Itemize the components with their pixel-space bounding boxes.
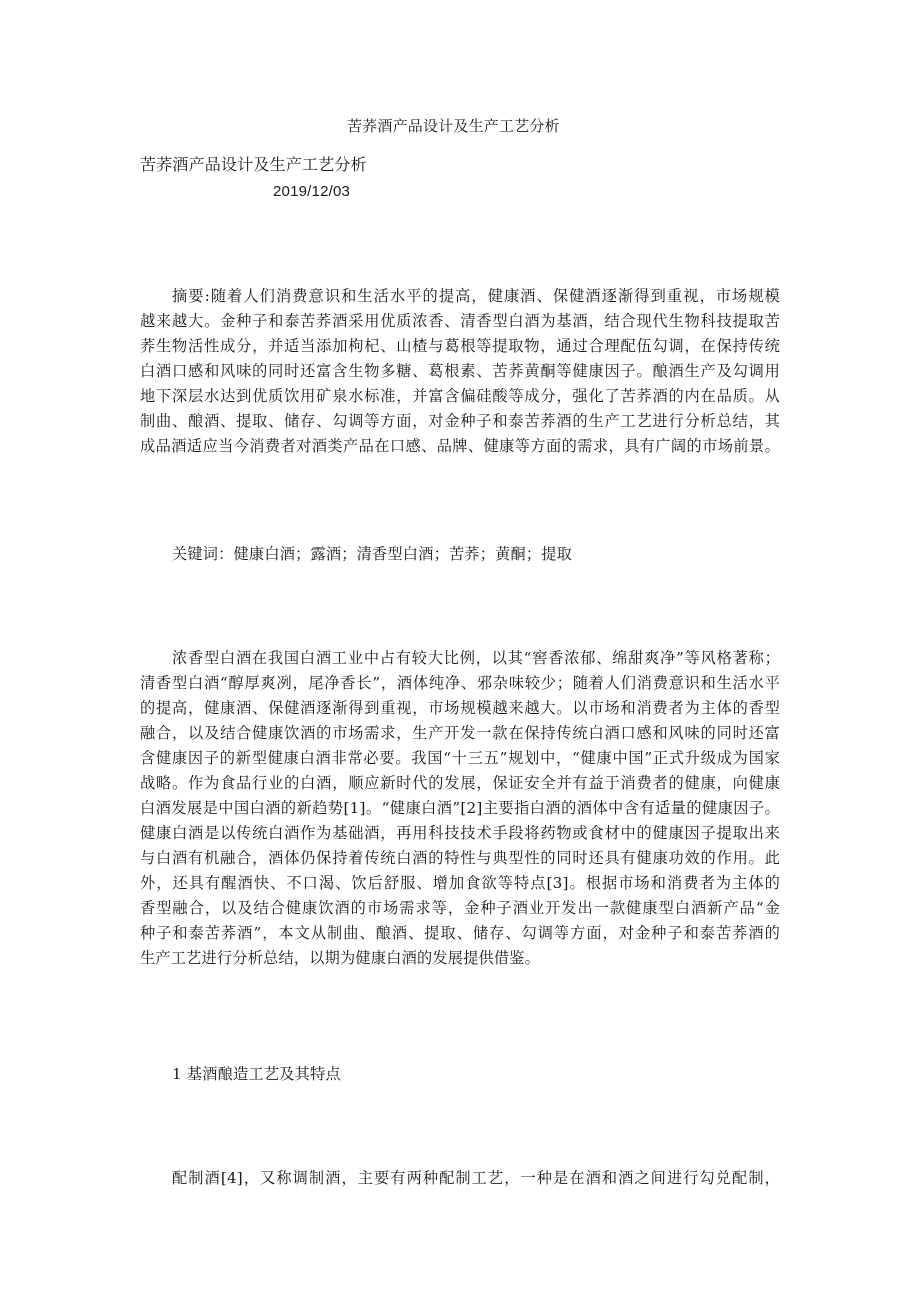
document-title: 苦荞酒产品设计及生产工艺分析 [140,155,367,174]
intro-line: 健康白酒是以传统白酒作为基础酒，再用科技技术手段将药物或食材中的健康因子提取出来 [140,824,780,842]
document-date: 2019/12/03 [273,183,351,200]
abstract-line: 地下深层水达到优质饮用矿泉水标准，并富含偏硅酸等成分，强化了苦荞酒的内在品质。从 [140,387,780,405]
abstract-line: 成品酒适应当今消费者对酒类产品在口感、品牌、健康等方面的需求，具有广阔的市场前景。 [140,437,780,455]
section-heading: 1 基酒酿造工艺及其特点 [172,1065,341,1083]
intro-line: 的提高，健康酒、保健酒逐渐得到重视，市场规模越来越大。以市场和消费者为主体的香型 [140,699,780,717]
intro-line: 清香型白酒“醇厚爽冽，尾净香长”，酒体纯净、邪杂味较少；随着人们消费意识和生活水平 [140,674,780,692]
abstract-line: 摘要:随着人们消费意识和生活水平的提高，健康酒、保健酒逐渐得到重视，市场规模 [172,287,780,305]
intro-line: 白酒发展是中国白酒的新趋势[1]。“健康白酒”[2]主要指白酒的酒体中含有适量的健康因子。 [140,799,780,817]
section-paragraph-line: 配制酒[4]，又称调制酒，主要有两种配制工艺，一种是在酒和酒之间进行勾兑配制， [172,1169,780,1187]
intro-line: 战略。作为食品行业的白酒，顺应新时代的发展，保证安全并有益于消费者的健康，向健康 [140,774,780,792]
keywords: 关键词：健康白酒；露酒；清香型白酒；苦荞；黄酮；提取 [172,545,573,563]
abstract-line: 制曲、酿酒、提取、储存、勾调等方面，对金种子和泰苦荞酒的生产工艺进行分析总结，其 [140,412,780,430]
intro-line: 与白酒有机融合，酒体仍保持着传统白酒的特性与典型性的同时还具有健康功效的作用。此 [140,849,780,867]
intro-line: 含健康因子的新型健康白酒非常必要。我国“十三五”规划中，“健康中国”正式升级成为国家 [140,749,780,767]
abstract-line: 越来越大。金种子和泰苦荞酒采用优质浓香、清香型白酒为基酒，结合现代生物科技提取苦 [140,312,780,330]
abstract-line: 荞生物活性成分，并适当添加枸杞、山楂与葛根等提取物，通过合理配伍勾调，在保持传统 [140,337,780,355]
intro-line: 香型融合，以及结合健康饮酒的市场需求等，金种子酒业开发出一款健康型白酒新产品“金 [140,899,780,917]
intro-line: 生产工艺进行分析总结，以期为健康白酒的发展提供借鉴。 [140,949,541,967]
intro-line: 外，还具有醒酒快、不口渴、饮后舒服、增加食欲等特点[3]。根据市场和消费者为主体的 [140,874,780,892]
header-title: 苦荞酒产品设计及生产工艺分析 [347,117,560,135]
abstract-line: 白酒口感和风味的同时还富含生物多糖、葛根素、苦荞黄酮等健康因子。酿酒生产及勾调用 [140,362,780,380]
intro-line: 种子和泰苦荞酒”，本文从制曲、酿酒、提取、储存、勾调等方面，对金种子和泰苦荞酒的 [140,924,780,942]
intro-line: 融合，以及结合健康饮酒的市场需求，生产开发一款在保持传统白酒口感和风味的同时还富 [140,724,780,742]
intro-line: 浓香型白酒在我国白酒工业中占有较大比例，以其“窖香浓郁、绵甜爽净”等风格著称； [172,649,780,667]
